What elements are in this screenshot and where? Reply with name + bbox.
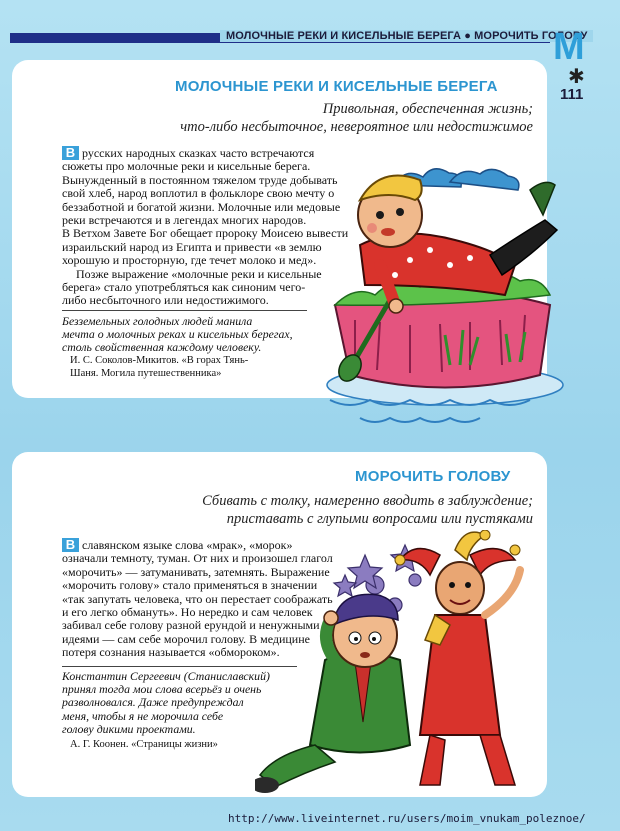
definition-line: что-либо несбыточное, невероятное или недостижимое xyxy=(180,119,533,135)
body-line: забивал себе голову разной ерундой и ненужными xyxy=(62,618,320,633)
source-line: И. С. Соколов-Микитов. «В горах Тянь- xyxy=(70,355,249,366)
body-line: «морочить голову» стало применяться в значении xyxy=(62,578,318,593)
drop-cap: В xyxy=(62,146,79,160)
divider xyxy=(62,310,307,311)
article-definition xyxy=(33,100,533,136)
drop-cap: В xyxy=(62,538,79,552)
body-line: берега» стало употребляться как синоним чего- xyxy=(62,280,306,295)
quote-line: разволновался. Даже предупреждал xyxy=(62,695,244,710)
illustration-lazy-boy xyxy=(300,150,565,440)
body-line: Позже выражение «молочные реки и кисельные xyxy=(76,266,322,281)
source-line: А. Г. Коонен. «Страницы жизни» xyxy=(70,739,218,750)
definition-line: Сбивать с толку, намеренно вводить в заблуждение; xyxy=(202,493,533,509)
quote-line: принял тогда мои слова всерьёз и очень xyxy=(62,682,262,697)
quote-line: столь свойственная каждому человеку. xyxy=(62,340,262,355)
definition-line: приставать с глупыми вопросами или пустяками xyxy=(226,511,533,527)
body-line: хорошую и просторную, где течет молоко и мед». xyxy=(62,253,317,268)
quote-line: Константин Сергеевич (Станиславский) xyxy=(62,669,270,683)
body-line: означали темноту, туман. От них и произошел глагол xyxy=(62,551,333,566)
body-line: потеря сознания называется «обмороком». xyxy=(62,645,280,660)
body-line: «морочить» — затуманивать, затемнять. Выражение xyxy=(62,564,330,579)
quote-line: меня, чтобы я не морочила себе xyxy=(62,708,224,723)
quote-line: Безземельных голодных людей манила xyxy=(62,314,253,328)
quote-line: голову дикими проектами. xyxy=(62,721,196,736)
body-line: В Ветхом Завете Бог обещает пророку Моисею вывести xyxy=(62,226,349,241)
definition-line: Привольная, обеспеченная жизнь; xyxy=(322,101,533,117)
quote-line: мечта о молочных реках и кисельных берегах, xyxy=(62,327,293,342)
article-title: МОРОЧИТЬ ГОЛОВУ xyxy=(355,468,511,485)
body-line: свой хлеб, народ воплотил в фольклоре свою мечту о xyxy=(62,186,335,201)
body-line: либо несбыточного или недостижимого. xyxy=(62,293,269,308)
illustration-jester-and-boy xyxy=(255,530,555,810)
body-line: израильский народ из Египта и привести «в землю xyxy=(62,239,322,254)
body-line: «так запутать человека, что он перестает соображать xyxy=(62,591,333,606)
section-letter: М xyxy=(553,26,585,68)
body-line: реки встречаются и в легендах многих народов. xyxy=(62,213,307,228)
source-url: http://www.liveinternet.ru/users/moim_vnukam_poleznoe/ xyxy=(228,812,586,825)
body-line: сюжеты про молочные реки и кисельные берега. xyxy=(62,159,311,174)
body-line: идеями — сам себе морочил голову. В медицине xyxy=(62,631,310,646)
body-line: и его легко обмануть». Но нередко и сам человек xyxy=(62,605,313,620)
running-title: МОЛОЧНЫЕ РЕКИ И КИСЕЛЬНЫЕ БЕРЕГА ● МОРОЧИТЬ ГОЛОВУ xyxy=(220,30,593,42)
body-line: беззаботной и богатой жизни. Молочные или медовые xyxy=(62,199,341,214)
page-number: 111 xyxy=(560,86,584,103)
body-line: славянском языке слова «мрак», «морок» xyxy=(82,538,293,552)
asterisk-icon: ✱ xyxy=(568,64,585,88)
body-line: русских народных сказках часто встречаются xyxy=(82,146,315,160)
article-title: МОЛОЧНЫЕ РЕКИ И КИСЕЛЬНЫЕ БЕРЕГА xyxy=(175,78,498,95)
body-line: Вынужденный в постоянном тяжелом труде добывать xyxy=(62,172,338,187)
article-definition xyxy=(18,492,533,528)
source-line: Шаня. Могила путешественника» xyxy=(70,368,222,379)
